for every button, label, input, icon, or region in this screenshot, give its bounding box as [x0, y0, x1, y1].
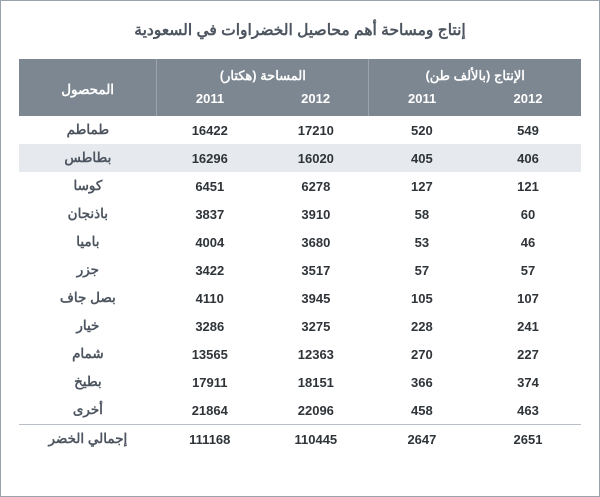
cell-crop: خيار [76, 318, 100, 333]
column-header-area-2011: 2011 [157, 89, 263, 116]
column-group-area: المساحة (هكتار) [157, 59, 369, 89]
cell-production-2012: 227 [517, 346, 539, 362]
cell-area-2011: 16296 [157, 144, 263, 172]
table-group-header-row [19, 59, 581, 89]
cell-production-2012: 57 [520, 262, 536, 278]
table-row [19, 144, 581, 172]
page-title: إنتاج ومساحة أهم محاصيل الخضراوات في السعودية [134, 21, 466, 39]
cell-production-2012: 60 [520, 206, 536, 222]
cell-production-2012: 549 [517, 122, 539, 138]
cell-crop: بطيخ [74, 374, 102, 389]
cell-production-2011: 270 [411, 346, 433, 362]
cell-crop: جزر [76, 262, 100, 277]
table-row [19, 228, 581, 256]
cell-production-2011: 458 [411, 402, 433, 418]
cell-crop: باميا [76, 234, 100, 249]
cell-production-2011: 405 [369, 144, 475, 172]
cell-area-2012: 3680 [301, 234, 331, 250]
cell-production-2011: 228 [411, 318, 433, 334]
cell-production-2011: 57 [414, 262, 430, 278]
cell-area-2011: 3286 [195, 318, 225, 334]
cell-production-2011: 520 [411, 122, 433, 138]
table-row [19, 172, 581, 200]
cell-production-2011: 366 [411, 374, 433, 390]
cell-production-2012: 121 [517, 178, 539, 194]
cell-area-2011: 3837 [195, 206, 225, 222]
cell-area-2012: 110445 [263, 425, 369, 454]
cell-area-2012: 3275 [301, 318, 331, 334]
column-header-production-2012: 2012 [475, 89, 581, 116]
cell-area-2012: 3945 [301, 290, 331, 306]
column-header-crop: المحصول [19, 59, 157, 116]
cell-production-2011: 105 [411, 290, 433, 306]
cell-production-2011: 53 [414, 234, 430, 250]
cell-area-2011: 21864 [191, 402, 228, 418]
table-row [19, 340, 581, 368]
cell-area-2012: 16020 [263, 144, 369, 172]
table-row [19, 256, 581, 284]
cell-area-2011: 4004 [195, 234, 225, 250]
cell-production-2012: 463 [517, 402, 539, 418]
cell-area-2011: 3422 [195, 262, 225, 278]
cell-crop: أخرى [72, 402, 103, 417]
cell-production-2012: 374 [517, 374, 539, 390]
figure-title-bar [1, 1, 599, 59]
table-row [19, 116, 581, 144]
vegetables-table [19, 59, 581, 453]
column-header-production-2011: 2011 [369, 89, 475, 116]
cell-area-2011: 13565 [191, 346, 228, 362]
cell-area-2012: 17210 [297, 122, 334, 138]
cell-area-2012: 12363 [297, 346, 334, 362]
table-row [19, 284, 581, 312]
cell-production-2012: 406 [475, 144, 581, 172]
cell-area-2012: 3910 [301, 206, 331, 222]
table-container [1, 59, 599, 496]
cell-crop: طماطم [66, 122, 110, 137]
cell-area-2012: 6278 [301, 178, 331, 194]
table-row [19, 368, 581, 396]
cell-production-2011: 2647 [369, 425, 475, 454]
cell-production-2011: 58 [414, 206, 430, 222]
cell-crop-total: إجمالي الخضر [19, 425, 157, 454]
table-row [19, 312, 581, 340]
cell-area-2012: 3517 [301, 262, 331, 278]
cell-area-2012: 18151 [297, 374, 334, 390]
cell-area-2012: 22096 [297, 402, 334, 418]
table-row [19, 396, 581, 425]
cell-area-2011: 6451 [195, 178, 225, 194]
cell-crop: بطاطس [19, 144, 157, 172]
cell-area-2011: 16422 [191, 122, 228, 138]
cell-area-2011: 17911 [192, 374, 228, 390]
cell-area-2011: 111168 [157, 425, 263, 454]
cell-production-2011: 127 [411, 178, 433, 194]
table-body [19, 116, 581, 453]
cell-crop: كوسا [73, 178, 103, 193]
table-row-total [19, 425, 581, 454]
column-header-area-2012: 2012 [263, 89, 369, 116]
cell-crop: باذنجان [67, 206, 109, 221]
cell-area-2011: 4110 [195, 290, 224, 306]
column-group-production: الإنتاج (بالألف طن) [369, 59, 581, 89]
cell-production-2012: 107 [517, 290, 539, 306]
cell-production-2012: 241 [517, 318, 539, 334]
table-head [19, 59, 581, 116]
cell-crop: بصل جاف [59, 290, 116, 305]
table-row [19, 200, 581, 228]
cell-crop: شمام [72, 346, 104, 361]
cell-production-2012: 2651 [475, 425, 581, 454]
cell-production-2012: 46 [520, 234, 536, 250]
